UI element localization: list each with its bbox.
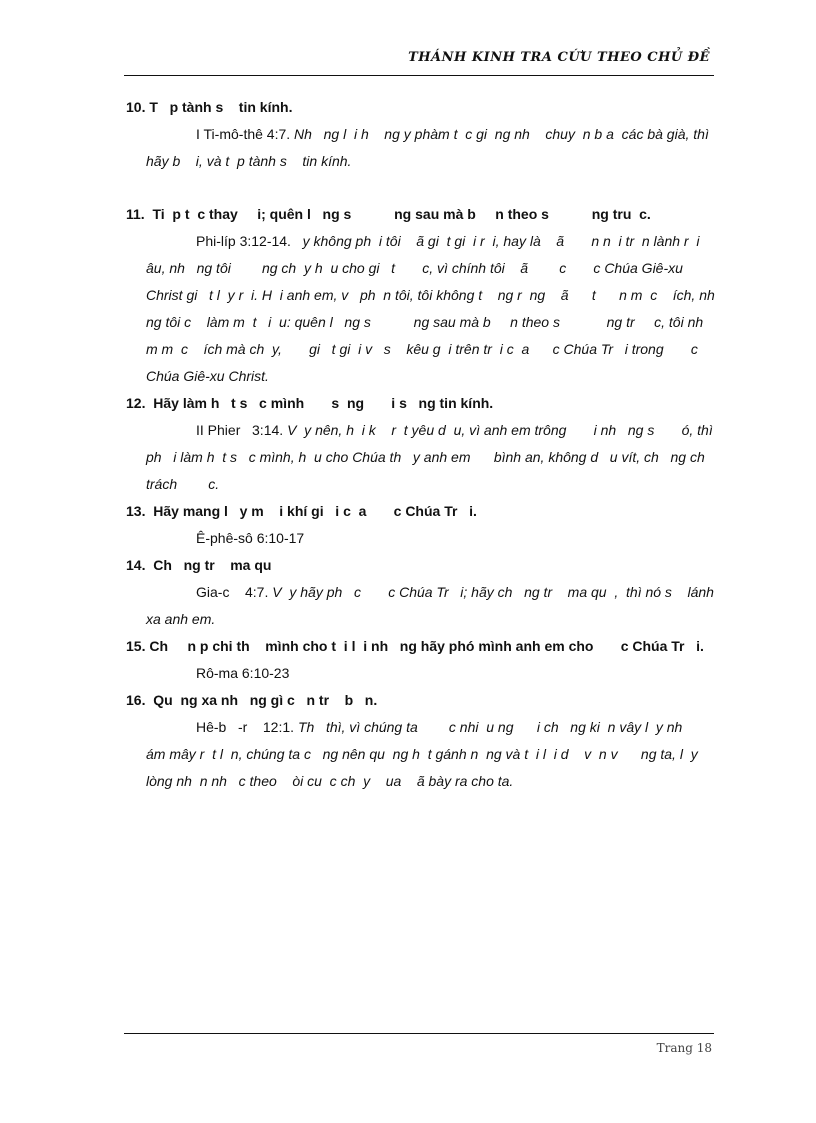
scripture-reference: Phi-líp 3:12-14. [196, 233, 299, 249]
scripture-verse: V y hãy ph c c Chúa Tr i; hãy ch ng tr ma qu , thì nó s lánh xa anh em. [146, 584, 718, 627]
section-body [124, 121, 716, 175]
section-heading: 14. Ch ng tr ma qu [126, 557, 272, 573]
scripture-reference: Ê-phê-sô 6:10-17 [196, 530, 305, 546]
scripture-reference: Hê-b -r 12:1. [196, 719, 298, 735]
header-divider [124, 75, 714, 76]
section-heading: 10. T p tành s tin kính. [126, 99, 293, 115]
section-10 [124, 94, 716, 175]
section-11 [124, 201, 727, 390]
section-body [124, 417, 716, 498]
page-number: Trang 18 [656, 1041, 712, 1055]
scripture-reference: II Phier 3:14. [196, 422, 288, 438]
section-heading: 13. Hãy mang l y m i khí gi i c a c Chúa Tr i. [126, 503, 477, 519]
section-13 [124, 498, 716, 552]
page-header-title: THÁNH KINH TRA CỨU THEO CHỦ ĐỀ [408, 50, 710, 65]
scripture-verse: V y nên, h i k r t yêu d u, vì anh em trông i nh ng s ó, thì ph i làm h t s c mình, h u cho Chúa th y anh em bình an, không d u vít, ch ng ch trách c. [146, 422, 717, 492]
scripture-verse: Nh ng l i h ng y phàm t c gi ng nh chuy n b a các bà già, thì hãy b i, và t p tành s tin kính. [146, 126, 713, 169]
section-14 [124, 552, 716, 633]
section-body [124, 660, 716, 687]
scripture-verse: Th thì, vì chúng ta c nhi u ng i ch ng ki n vây l y nh ám mây r t l n, chúng ta c ng nên qu ng h t gánh n ng và t i l i d v n v ng ta, l y lòng nh n nh c theo òi cu c ch y ua ã bày ra cho ta. [146, 719, 702, 789]
section-body [124, 525, 716, 552]
scripture-reference: I Ti-mô-thê 4:7. [196, 126, 295, 142]
section-15 [124, 633, 716, 687]
scripture-reference: Gia-c 4:7. [196, 584, 273, 600]
scripture-verse: y không ph i tôi ã gi t gi i r i, hay là ã n n i tr n lành r i âu, nh ng tôi ng ch y h u cho gi t c, vì chính tôi ã c c Chúa Giê-xu Christ gi t l y r i. H i anh em, v ph n tôi, tôi không t ng r ng ã t n m c ích, nh ng tôi c làm m t i u: quên l ng s ng sau mà b n theo s ng tr c, tôi nh m m c ích mà ch y, gi t gi i v s kêu g i trên tr i c a c Chúa Tr i trong c Chúa Giê-xu Christ. [146, 233, 727, 384]
section-16 [124, 687, 716, 795]
scripture-reference: Rô-ma 6:10-23 [196, 665, 290, 681]
section-heading: 15. Ch n p chi th mình cho t i l i nh ng hãy phó mình anh em cho c Chúa Tr i. [126, 638, 704, 654]
section-heading: 16. Qu ng xa nh ng gì c n tr b n. [126, 692, 378, 708]
section-body [124, 714, 716, 795]
section-12 [124, 390, 716, 498]
section-heading: 12. Hãy làm h t s c mình s ng i s ng tin kính. [126, 395, 494, 411]
footer-divider [124, 1033, 714, 1034]
section-heading: 11. Ti p t c thay i; quên l ng s ng sau mà b n theo s ng tru c. [126, 206, 651, 222]
section-body [124, 228, 727, 390]
section-body [124, 579, 716, 633]
document-body [124, 94, 727, 795]
